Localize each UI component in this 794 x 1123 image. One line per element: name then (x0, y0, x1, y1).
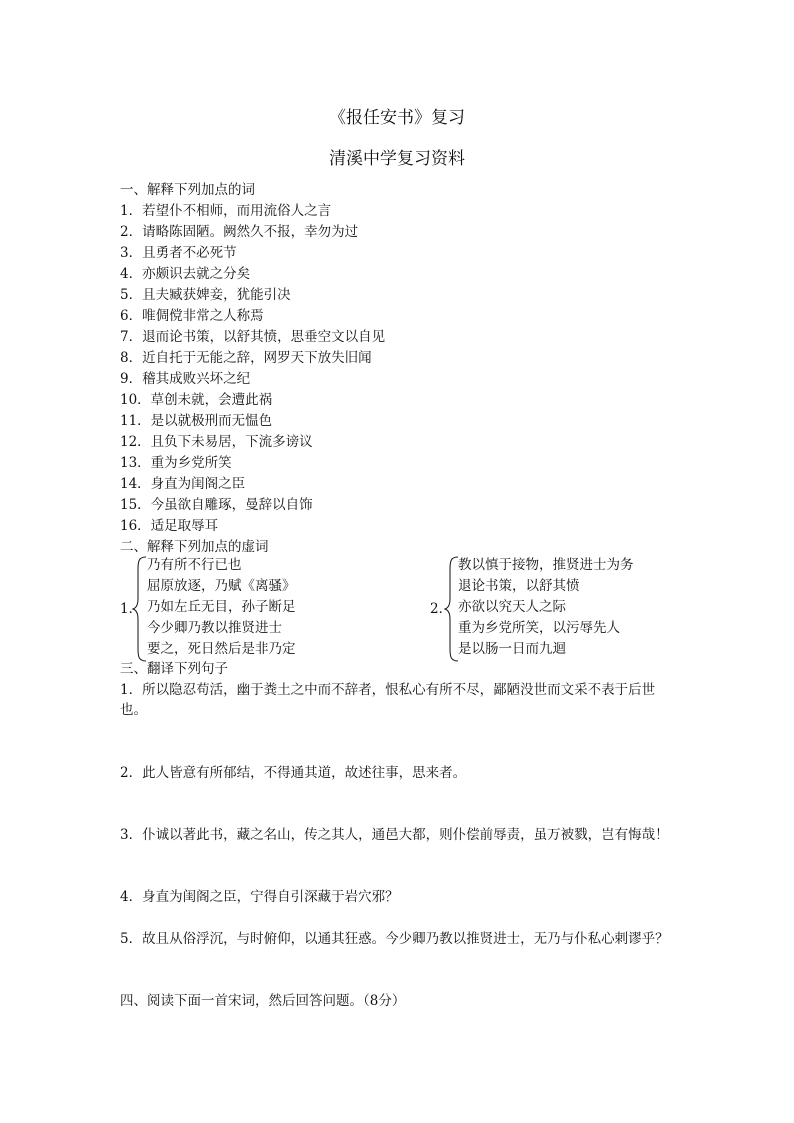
section1-item: 1．若望仆不相师，而用流俗人之言 (120, 203, 332, 219)
group1-item: 乃有所不行已也 (147, 557, 242, 573)
group2-item: 重为乡党所笑，以污辱先人 (458, 620, 620, 636)
section1-item: 16．适足取辱耳 (120, 518, 219, 534)
section1-item: 13．重为乡党所笑 (120, 455, 232, 471)
section1-item: 3．且勇者不必死节 (120, 245, 237, 261)
group1-item: 乃如左丘无目，孙子断足 (147, 599, 296, 615)
brace-icon (132, 555, 148, 663)
translation-item: 2．此人皆意有所郁结，不得通其道，故述往事，思来者。 (120, 765, 467, 781)
section1-item: 9．稽其成败兴坏之纪 (120, 371, 251, 387)
group2-item: 是以肠一日而九迴 (458, 641, 566, 657)
group2-item: 退论书策，以舒其愤 (458, 578, 580, 594)
group1-item: 要之，死日然后是非乃定 (147, 641, 296, 657)
translation-item: 4．身直为闺阁之臣，宁得自引深藏于岩穴邪？ (120, 889, 399, 905)
section1-item: 11．是以就极刑而无愠色 (120, 413, 273, 429)
group1-item: 屈原放逐，乃赋《离骚》 (147, 578, 296, 594)
section1-item: 8．近自托于无能之辞，网罗天下放失旧闻 (120, 350, 372, 366)
page-subtitle: 清溪中学复习资料 (329, 149, 465, 169)
section2-heading: 二、解释下列加点的虚词 (120, 539, 269, 555)
section4-heading: 四、阅读下面一首宋词，然后回答问题。（8分） (120, 993, 406, 1009)
function-word-group-1 (120, 555, 440, 663)
section1-item: 12．且负下未易居，下流多谤议 (120, 434, 313, 450)
section1-item: 2．请略陈固陋。阙然久不报，幸勿为过 (120, 224, 359, 240)
function-word-group-2 (430, 555, 680, 663)
group-number: 2． (430, 601, 453, 617)
group-number: 1． (120, 601, 143, 617)
section1-item: 4．亦颇识去就之分矣 (120, 266, 251, 282)
group2-item: 亦欲以究天人之际 (458, 599, 566, 615)
section1-heading: 一、解释下列加点的词 (120, 182, 255, 198)
translation-item: 1．所以隐忍苟活，幽于粪土之中而不辞者，恨私心有所不尽，鄙陋没世而文采不表于后世也。 (120, 682, 656, 718)
section1-item: 5．且夫臧获婢妾，犹能引决 (120, 287, 291, 303)
section1-item: 7．退而论书策，以舒其愤，思垂空文以自见 (120, 329, 386, 345)
group2-item: 教以慎于接物，推贤进士为务 (458, 557, 634, 573)
section1-item: 15．今虽欲自雕琢，曼辞以自饰 (120, 497, 313, 513)
section3-heading: 三、翻译下列句子 (120, 661, 228, 677)
group1-item: 今少卿乃教以推贤进士 (147, 620, 282, 636)
translation-item: 5．故且从俗浮沉，与时俯仰，以通其狂惑。今少卿乃教以推贤进士，无乃与仆私心剌谬乎？ (120, 931, 669, 947)
section1-item: 14．身直为闺阁之臣 (120, 476, 246, 492)
section1-item: 6．唯倜傥非常之人称焉 (120, 308, 264, 324)
translation-item: 3．仆诚以著此书，藏之名山，传之其人，通邑大都，则仆偿前辱责，虽万被戮，岂有悔哉！ (120, 827, 669, 843)
page-title: 《报任安书》复习 (329, 108, 465, 128)
section1-item: 10．草创未就，会遭此祸 (120, 392, 273, 408)
